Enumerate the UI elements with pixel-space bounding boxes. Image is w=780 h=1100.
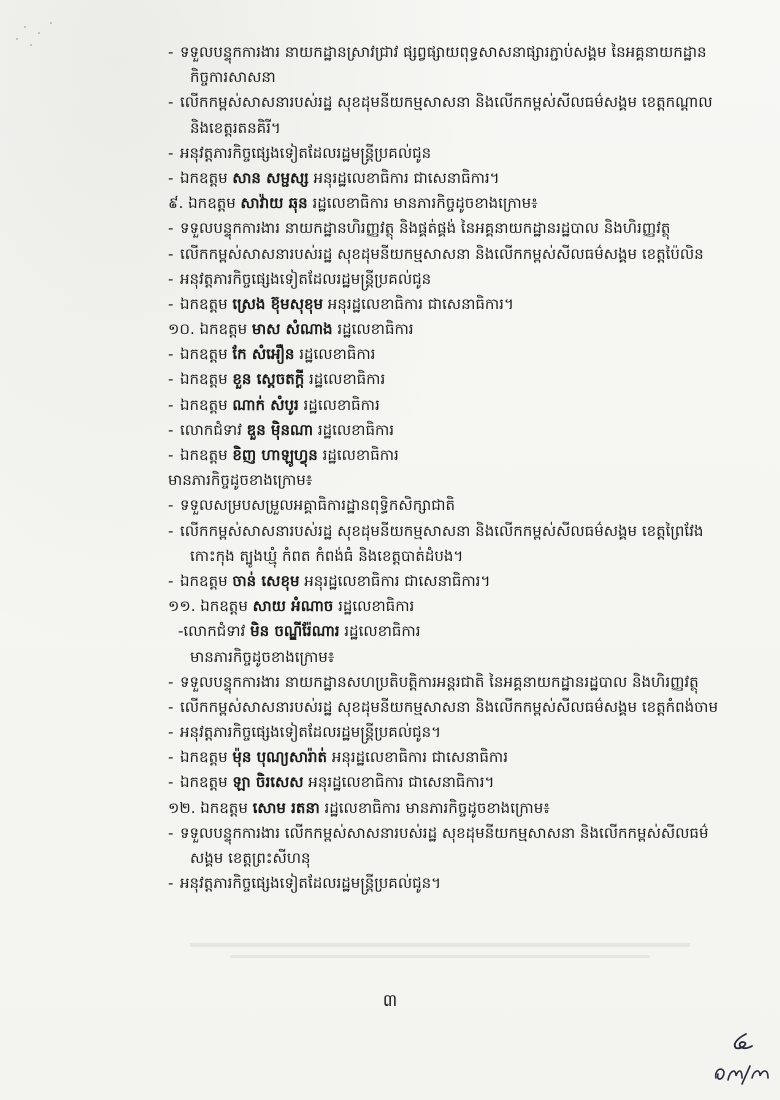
line-text: លើកកម្ពស់សាសនារបស់រដ្ឋ សុខដុមនីយកម្មសាសនា និងលើកកម្ពស់សីលធម៌សង្គម ខេត្តប៉ៃលិន xyxy=(180,244,704,263)
bullet-item xyxy=(168,569,728,594)
person-name: មិន ចណ្ឌីរ៉ែណារ xyxy=(250,622,340,641)
line-text: អនុវត្តភារកិច្ចផ្សេងទៀតដែលរដ្ឋមន្ត្រីប្រគល់ជូន។ xyxy=(180,874,442,893)
handwritten-signature xyxy=(712,1030,772,1092)
text-line xyxy=(168,619,728,644)
bullet-item xyxy=(168,367,728,392)
line-role: រដ្ឋលេខាធិការ xyxy=(298,395,380,414)
scan-specks xyxy=(12,18,62,58)
line-role: រដ្ឋលេខាធិការ xyxy=(313,420,395,439)
bullet-item xyxy=(168,745,728,770)
text-line xyxy=(168,468,728,493)
bullet-item xyxy=(168,443,728,468)
bullet-item xyxy=(168,770,728,795)
text-line xyxy=(168,544,728,569)
line-text: មានភារកិច្ចដូចខាងក្រោម៖ xyxy=(190,647,335,666)
line-text: -លោកជំទាវ xyxy=(178,622,251,641)
bullet-item xyxy=(168,418,728,443)
bullet-item xyxy=(168,720,728,745)
line-text: លើកកម្ពស់សាសនារបស់រដ្ឋ សុខដុមនីយកម្មសាសនា និងលើកកម្ពស់សីលធម៌សង្គម ខេត្តព្រៃវែង xyxy=(180,521,704,540)
line-role: រដ្ឋលេខាធិការ មានភារកិច្ចដូចខាងក្រោម៖ xyxy=(319,798,550,817)
line-text: ទទួលបន្ទុកការងារ នាយកដ្ឋានហិរញ្ញវត្ថុ និងផ្គត់ផ្គង់ នៃអគ្គនាយកដ្ឋានរដ្ឋបាល និងហិរញ្ញវត្ថុ xyxy=(180,219,671,238)
line-text: លោកជំទាវ xyxy=(180,420,247,439)
line-text: ទទួលបន្ទុកការងារ លើកកម្ពស់សាសនារបស់រដ្ឋ សុខដុមនីយកម្មសាសនា និងលើកកម្ពស់សីលធម៌ xyxy=(180,823,709,842)
line-text: អនុវត្តភារកិច្ចផ្សេងទៀតដែលរដ្ឋមន្ត្រីប្រគល់ជូន xyxy=(180,269,432,288)
line-text: ឯកឧត្ដម xyxy=(180,571,233,590)
line-text: សង្គម ខេត្តព្រះសីហនុ xyxy=(190,849,311,867)
line-text: ១០. ឯកឧត្ដម xyxy=(168,320,252,339)
bullet-item xyxy=(168,519,728,544)
person-name: សោម រតនា xyxy=(252,798,320,817)
line-role: អនុរដ្ឋលេខាធិការ ជាសេនាធិការ។ xyxy=(303,773,495,792)
line-text: ឯកឧត្ដម xyxy=(180,773,233,792)
bullet-item xyxy=(168,871,728,896)
bullet-item xyxy=(168,90,728,115)
line-role: រដ្ឋលេខាធិការ xyxy=(333,597,415,616)
person-name: ឌួន ម៉ិនណា xyxy=(246,420,314,439)
text-line xyxy=(168,65,728,90)
line-text: ៩. ឯកឧត្ដម xyxy=(168,194,241,213)
line-role: អនុរដ្ឋលេខាធិការ ជាសេនាធិការ។ xyxy=(323,294,514,313)
line-text: ឯកឧត្ដម xyxy=(180,446,233,464)
person-name: ណាក់ សំបូរ xyxy=(232,395,299,414)
bullet-item xyxy=(168,166,728,191)
line-text: មានភារកិច្ចដូចខាងក្រោម៖ xyxy=(168,471,313,490)
line-role: រដ្ឋលេខាធិការ xyxy=(294,345,376,364)
person-name: សាយ អំណាច xyxy=(252,597,334,616)
line-text: លើកកម្ពស់សាសនារបស់រដ្ឋ សុខដុមនីយកម្មសាសនា និងលើកកម្ពស់សីលធម៌សង្គម ខេត្តកំពង់ចាម xyxy=(180,697,718,716)
person-name: ម៉ុន បុណ្យសារ៉ាត់ xyxy=(232,748,328,767)
bullet-item xyxy=(168,242,728,267)
text-line xyxy=(168,116,728,141)
line-role: រដ្ឋលេខាធិការ xyxy=(304,370,386,389)
line-text: កិច្ចការសាសនា xyxy=(190,68,276,87)
line-role: រដ្ឋលេខាធិការ xyxy=(332,320,414,339)
bullet-item xyxy=(168,493,728,518)
bullet-item xyxy=(168,342,728,367)
document-body xyxy=(168,40,728,896)
line-text: ឯកឧត្ដម xyxy=(180,370,233,389)
bullet-item xyxy=(168,821,728,846)
person-name: ខិញ ហាឡូហ្វុន xyxy=(232,446,318,464)
line-role: រដ្ឋលេខាធិការ xyxy=(339,622,421,641)
line-text: អនុវត្តភារកិច្ចផ្សេងទៀតដែលរដ្ឋមន្ត្រីប្រគល់ជូន xyxy=(180,143,432,162)
line-role: រដ្ឋលេខាធិការ xyxy=(317,446,399,464)
bullet-item xyxy=(168,292,728,317)
line-text: ឯកឧត្ដម xyxy=(180,345,233,364)
person-name: ឡា ចិរសេស xyxy=(232,773,304,792)
person-name: សាវ៉ាយ ឆុន xyxy=(240,194,308,213)
bullet-item xyxy=(168,267,728,292)
bullet-item xyxy=(168,695,728,720)
line-text: ឯកឧត្ដម xyxy=(180,294,233,313)
text-line xyxy=(168,645,728,670)
numbered-item xyxy=(168,191,728,216)
bullet-item xyxy=(168,670,728,695)
bullet-item xyxy=(168,393,728,418)
line-text: ទទួលសម្របសម្រួលអគ្គាធិការដ្ឋានពុទ្ធិកសិក្សាជាតិ xyxy=(180,496,456,515)
line-role: អនុរដ្ឋលេខាធិការ ជាសេនាធិការ។ xyxy=(308,168,500,187)
person-name: ខួន ស្ដេចតក្តី xyxy=(232,370,305,389)
numbered-item xyxy=(168,594,728,619)
person-name: កែ សំអឿន xyxy=(232,345,295,364)
line-text: ១២. ឯកឧត្ដម xyxy=(168,798,253,817)
line-role: អនុរដ្ឋលេខាធិការ ជាសេនាធិការ xyxy=(327,748,508,767)
person-name: ស្រេង ខ៊ុមសុខុម xyxy=(232,294,324,313)
bleed-through xyxy=(190,935,710,965)
line-text: និងខេត្តរតនគិរី។ xyxy=(190,118,281,137)
line-role: អនុរដ្ឋលេខាធិការ ជាសេនាធិការ។ xyxy=(299,571,491,590)
bullet-item xyxy=(168,40,728,65)
line-text: លើកកម្ពស់សាសនារបស់រដ្ឋ សុខដុមនីយកម្មសាសនា និងលើកកម្ពស់សីលធម៌សង្គម ខេត្តកណ្ដាល xyxy=(180,93,713,112)
person-name: ចាន់ សេខុម xyxy=(232,571,300,590)
line-text: ឯកឧត្ដម xyxy=(180,748,233,767)
line-text: អនុវត្តភារកិច្ចផ្សេងទៀតដែលរដ្ឋមន្ត្រីប្រគល់ជូន។ xyxy=(180,723,442,742)
line-text: ឯកឧត្ដម xyxy=(180,168,233,187)
line-role: រដ្ឋលេខាធិការ មានភារកិច្ចដូចខាងក្រោម៖ xyxy=(307,194,538,213)
line-text: ទទួលបន្ទុកការងារ នាយកដ្ឋានសហប្រតិបត្តិការអន្តរជាតិ នៃអគ្គនាយកដ្ឋានរដ្ឋបាល និងហិរញ្ញវត្ថុ xyxy=(180,672,699,691)
bullet-item xyxy=(168,216,728,241)
bullet-item xyxy=(168,141,728,166)
text-line xyxy=(168,846,728,871)
person-name: មាស សំណាង xyxy=(251,320,333,339)
line-text: ១១. ឯកឧត្ដម xyxy=(168,597,253,616)
line-text: ឯកឧត្ដម xyxy=(180,395,233,414)
line-text: ទទួលបន្ទុកការងារ នាយកដ្ឋានស្រាវជ្រាវ ផ្សព្វផ្សាយពុទ្ធសាសនាផ្សារភ្ជាប់សង្គម នៃអគ្គនាយកដ្ឋាន xyxy=(180,43,707,61)
page-number: ៣ xyxy=(382,991,398,1011)
numbered-item xyxy=(168,796,728,821)
person-name: សាន សម្ផស្ស xyxy=(232,168,309,187)
line-text: កោះកុង ត្បូងឃ្មុំ កំពត កំពង់ធំ និងខេត្តបាត់ដំបង។ xyxy=(190,546,464,565)
numbered-item xyxy=(168,317,728,342)
